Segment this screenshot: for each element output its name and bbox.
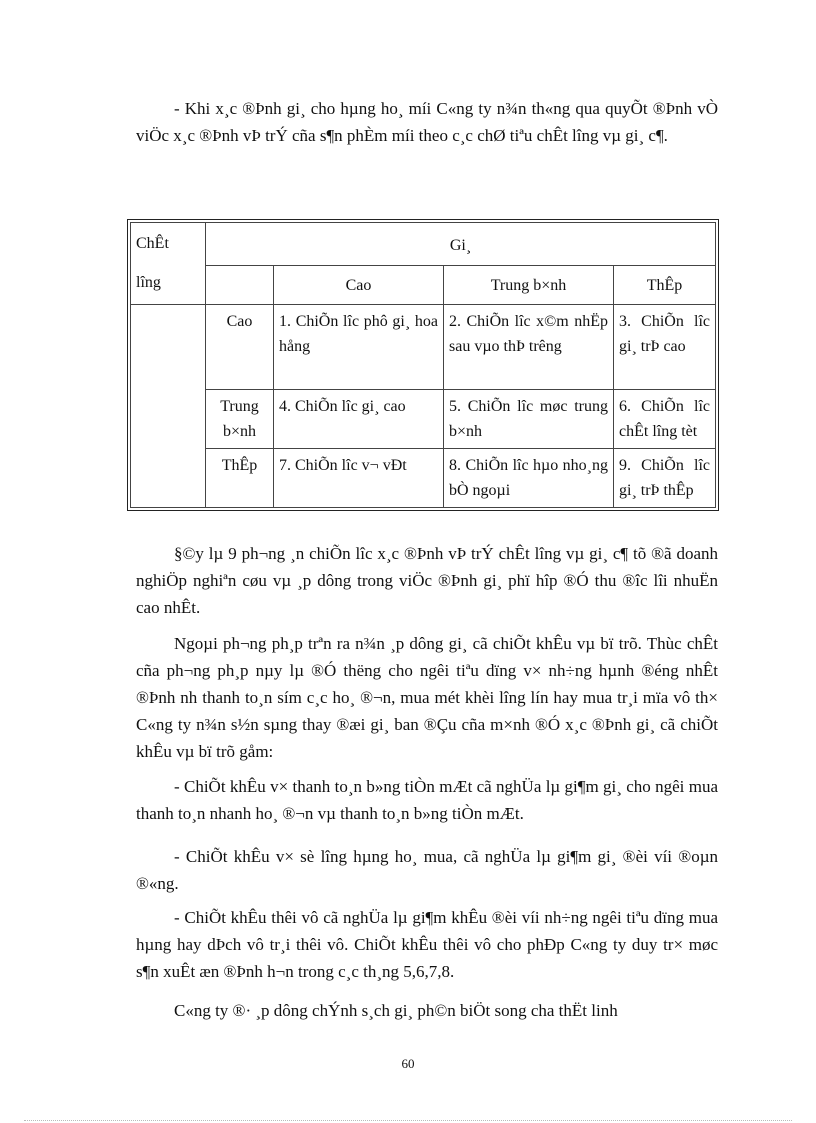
strategy-cell-8: 8. ChiÕn lîc hµo nho¸ng bÒ ngoµi <box>444 449 614 508</box>
column-header-low: ThÊp <box>614 266 716 305</box>
row-label-medium: Trung b×nh <box>206 390 274 449</box>
quality-header-line2: lîng <box>136 274 161 291</box>
table-header-row <box>131 223 716 266</box>
footer-divider <box>24 1120 792 1121</box>
column-header-high: Cao <box>274 266 444 305</box>
quality-spacer-cell <box>131 390 206 449</box>
column-header-medium: Trung b×nh <box>444 266 614 305</box>
page-number: 60 <box>401 1056 415 1071</box>
table-row <box>131 449 716 508</box>
quality-header-cell <box>131 223 206 305</box>
strategy-cell-6: 6. ChiÕn lîc chÊt lîng tèt <box>614 390 716 449</box>
strategy-matrix <box>130 222 716 508</box>
strategy-cell-5: 5. ChiÕn lîc møc trung b×nh <box>444 390 614 449</box>
strategy-cell-4: 4. ChiÕn lîc gi¸ cao <box>274 390 444 449</box>
empty-corner-cell <box>206 266 274 305</box>
paragraph-discounts-intro: Ngoµi ph¬ng ph¸p trªn ra n¾n ¸p dông gi¸ cã chiÕt khÊu vµ bï trõ. Thùc chÊt cña ph¬ng ph¸p nµy lµ ®Ó thëng cho ngêi tiªu dïng v× nh÷ng hµnh ®éng nhÊt ®Þnh nh thanh to¸n sím c¸c ho¸ ®¬n, mua mét khèi lîng lín hay mua tr¸i mïa vô th× C«ng ty n¾n s½n sµng thay ®æi gi¸ ban ®Çu cña m×nh ®Ó x¸c ®Þnh gi¸ cã chiÕt khÊu vµ bï trõ gåm: <box>136 634 718 761</box>
quality-header-line1: ChÊt <box>136 235 169 252</box>
strategy-cell-7: 7. ChiÕn lîc v¬ vÐt <box>274 449 444 508</box>
table-row <box>131 305 716 390</box>
price-level-row <box>131 266 716 305</box>
paragraph-nine-strategies: §©y lµ 9 ph¬ng ¸n chiÕn lîc x¸c ®Þnh vÞ trÝ chÊt lîng vµ gi¸ c¶ tõ ®ã doanh nghiÖp nghiªn cøu vµ ¸p dông trong viÖc ®Þnh gi¸ phï hîp ®Ó thu ®îc lîi nhuËn cao nhÊt. <box>136 544 718 617</box>
quality-price-strategy-table <box>127 219 719 511</box>
price-header-cell: Gi¸ <box>206 223 716 266</box>
strategy-cell-2: 2. ChiÕn lîc x©m nhËp sau vµo thÞ trêng <box>444 305 614 390</box>
quality-spacer-cell <box>131 305 206 390</box>
paragraph-cash-discount: - ChiÕt khÊu v× thanh to¸n b»ng tiÒn mÆt cã nghÜa lµ gi¶m gi¸ cho ngêi mua thanh to¸n nhanh ho¸ ®¬n vµ thanh to¸n b»ng tiÒn mÆt. <box>136 777 718 823</box>
paragraph-quantity-discount: - ChiÕt khÊu v× sè lîng hµng ho¸ mua, cã nghÜa lµ gi¶m gi¸ ®èi víi ®oµn ®«ng. <box>136 847 718 893</box>
paragraph-price-discrimination: C«ng ty ®· ¸p dông chÝnh s¸ch gi¸ ph©n biÖt song cha thËt linh <box>174 1001 618 1020</box>
paragraph-seasonal-discount: - ChiÕt khÊu thêi vô cã nghÜa lµ gi¶m khÊu ®èi víi nh÷ng ngêi tiªu dïng mua hµng hay dÞch vô tr¸i thêi vô. ChiÕt khÊu thêi vô cho phÐp C«ng ty duy tr× møc s¶n xuÊt æn ®Þnh h¬n trong c¸c th¸ng 5,6,7,8. <box>136 908 718 981</box>
row-label-high: Cao <box>206 305 274 390</box>
strategy-cell-3: 3. ChiÕn lîc gi¸ trÞ cao <box>614 305 716 390</box>
paragraph-pricing-new-goods: - Khi x¸c ®Þnh gi¸ cho hµng ho¸ míi C«ng ty n¾n th«ng qua quyÕt ®Þnh vÒ viÖc x¸c ®Þnh vÞ trÝ cña s¶n phÈm míi theo c¸c chØ tiªu chÊt lîng vµ gi¸ c¶. <box>136 99 718 145</box>
strategy-cell-1: 1. ChiÕn lîc phô gi¸ hoa hång <box>274 305 444 390</box>
table-row <box>131 390 716 449</box>
strategy-cell-9: 9. ChiÕn lîc gi¸ trÞ thÊp <box>614 449 716 508</box>
row-label-low: ThÊp <box>206 449 274 508</box>
quality-spacer-cell <box>131 449 206 508</box>
